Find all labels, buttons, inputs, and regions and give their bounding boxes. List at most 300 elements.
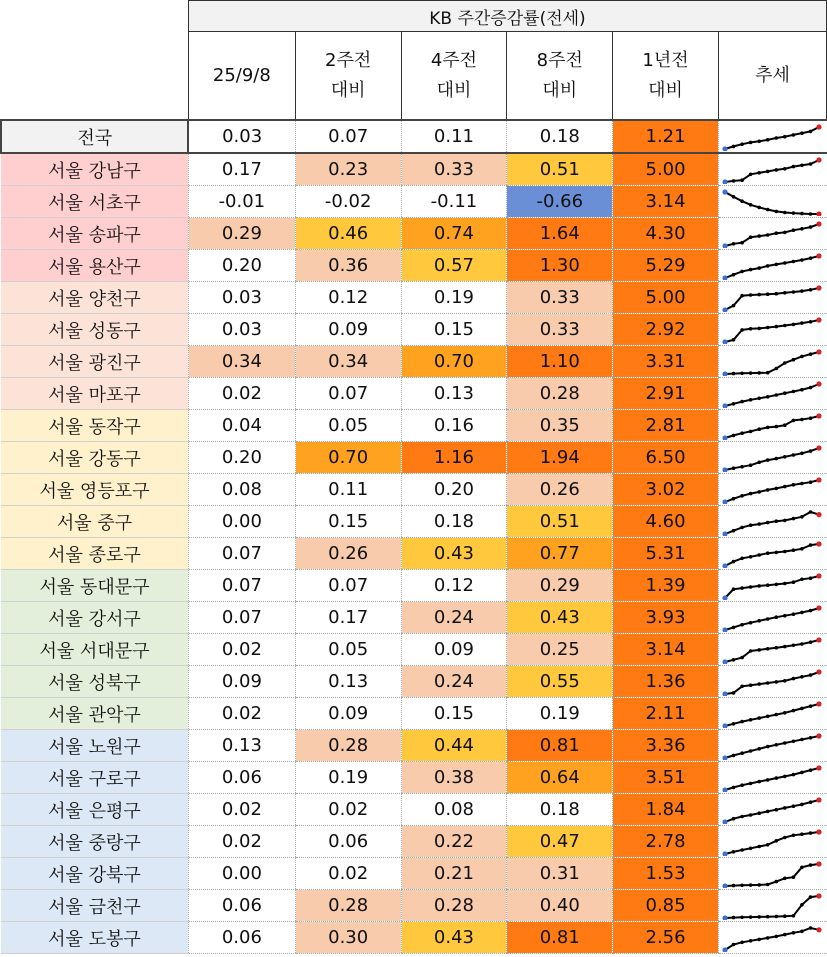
trend-start-point — [722, 371, 727, 376]
trend-line — [725, 768, 819, 790]
trend-end-point — [816, 317, 821, 322]
trend-point — [783, 835, 787, 839]
trend-point — [792, 516, 796, 520]
trend-point — [774, 712, 778, 716]
trend-point — [783, 932, 787, 936]
value-cell: 0.44 — [401, 730, 507, 762]
table-row — [1, 602, 827, 634]
trend-line — [725, 256, 819, 278]
table-row — [1, 282, 827, 314]
trend-end-point — [816, 893, 821, 898]
trend-point — [809, 162, 813, 166]
value-cell: 0.18 — [507, 794, 613, 826]
trend-point — [732, 559, 736, 563]
trend-start-point — [722, 243, 727, 248]
trend-cell — [718, 314, 826, 346]
trend-end-point — [816, 445, 821, 450]
value-cell: 0.26 — [295, 538, 401, 570]
trend-start-point — [722, 499, 727, 504]
trend-cell — [718, 922, 826, 954]
trend-point — [766, 583, 770, 587]
value-cell: 0.29 — [188, 218, 295, 250]
value-cell: 0.17 — [188, 153, 295, 186]
trend-point — [749, 140, 753, 144]
trend-cell — [718, 858, 826, 890]
trend-point — [740, 142, 744, 146]
trend-point — [749, 327, 753, 331]
value-cell: 0.77 — [507, 538, 613, 570]
trend-sparkline — [719, 316, 823, 344]
corner-blank — [1, 1, 188, 121]
table-row — [1, 730, 827, 762]
value-cell: 1.21 — [613, 120, 719, 153]
trend-cell — [718, 282, 826, 314]
trend-point — [809, 129, 813, 133]
value-cell: 0.20 — [188, 250, 295, 282]
value-cell: 0.02 — [188, 378, 295, 410]
table-row — [1, 314, 827, 346]
trend-point — [766, 914, 770, 918]
trend-point — [749, 293, 753, 297]
value-cell: 0.24 — [401, 602, 507, 634]
trend-start-point — [722, 787, 727, 792]
trend-end-point — [816, 605, 821, 610]
region-label: 서울 구로구 — [1, 762, 188, 794]
trend-start-point — [722, 339, 727, 344]
trend-point — [792, 833, 796, 837]
trend-sparkline — [719, 508, 823, 536]
value-cell: 0.74 — [401, 218, 507, 250]
table-row — [1, 186, 827, 218]
trend-line — [725, 704, 819, 726]
value-cell: -0.66 — [507, 186, 613, 218]
trend-cell — [718, 698, 826, 730]
trend-point — [800, 354, 804, 358]
trend-point — [783, 581, 787, 585]
trend-end-point — [816, 797, 821, 802]
trend-point — [732, 242, 736, 246]
trend-line — [725, 320, 819, 342]
table-row — [1, 826, 827, 858]
trend-point — [792, 322, 796, 326]
value-cell: 0.04 — [188, 410, 295, 442]
region-label: 서울 중구 — [1, 506, 188, 538]
region-label: 서울 양천구 — [1, 282, 188, 314]
trend-point — [800, 642, 804, 646]
trend-point — [766, 936, 770, 940]
value-cell: 4.60 — [613, 506, 719, 538]
trend-point — [732, 753, 736, 757]
trend-line — [725, 288, 819, 310]
region-label: 서울 관악구 — [1, 698, 188, 730]
column-header-line2: 대비 — [648, 79, 683, 101]
trend-cell — [718, 120, 826, 153]
trend-end-point — [816, 285, 821, 290]
trend-sparkline — [719, 668, 823, 696]
value-cell: 0.05 — [295, 410, 401, 442]
trend-cell — [718, 378, 826, 410]
value-cell: 3.51 — [613, 762, 719, 794]
trend-point — [800, 929, 804, 933]
trend-end-point — [816, 829, 821, 834]
trend-point — [792, 676, 796, 680]
region-label: 서울 노원구 — [1, 730, 188, 762]
value-cell: 0.07 — [295, 378, 401, 410]
trend-end-point — [816, 927, 821, 932]
trend-cell — [718, 153, 826, 186]
trend-point — [800, 481, 804, 485]
trend-point — [749, 883, 753, 887]
value-cell: 0.55 — [507, 666, 613, 698]
value-cell: 0.06 — [295, 826, 401, 858]
trend-point — [749, 813, 753, 817]
trend-end-point — [816, 669, 821, 674]
trend-point — [774, 324, 778, 328]
value-cell: 0.81 — [507, 730, 613, 762]
trend-line — [725, 736, 819, 758]
trend-point — [749, 235, 753, 239]
trend-point — [740, 431, 744, 435]
trend-sparkline — [719, 380, 823, 408]
value-cell: 0.26 — [507, 474, 613, 506]
value-cell: 3.93 — [613, 602, 719, 634]
value-cell: 1.36 — [613, 666, 719, 698]
trend-point — [783, 711, 787, 715]
table-row — [1, 410, 827, 442]
trend-point — [732, 338, 736, 342]
trend-point — [809, 225, 813, 229]
trend-point — [766, 233, 770, 237]
trend-point — [809, 863, 813, 867]
trend-point — [757, 811, 761, 815]
trend-point — [740, 269, 744, 273]
trend-point — [749, 398, 753, 402]
trend-point — [783, 361, 787, 365]
trend-point — [740, 814, 744, 818]
trend-point — [774, 839, 778, 843]
table-row — [1, 922, 827, 954]
value-cell: 0.09 — [295, 314, 401, 346]
trend-line — [725, 352, 819, 374]
trend-point — [757, 937, 761, 941]
column-header-4 — [613, 32, 719, 121]
trend-point — [792, 804, 796, 808]
trend-point — [740, 655, 744, 659]
value-cell: 0.07 — [295, 570, 401, 602]
trend-point — [783, 876, 787, 880]
value-cell: 0.34 — [295, 346, 401, 378]
region-label: 서울 강서구 — [1, 602, 188, 634]
trend-point — [800, 227, 804, 231]
trend-sparkline — [719, 348, 823, 376]
trend-point — [792, 914, 796, 918]
trend-point — [757, 844, 761, 848]
region-label: 서울 송파구 — [1, 218, 188, 250]
trend-point — [757, 266, 761, 270]
trend-line — [725, 928, 819, 950]
trend-point — [766, 809, 770, 813]
value-cell: 0.33 — [507, 282, 613, 314]
trend-point — [792, 389, 796, 393]
trend-point — [749, 203, 753, 207]
value-cell: 0.47 — [507, 826, 613, 858]
trend-point — [774, 486, 778, 490]
trend-line — [725, 832, 819, 854]
trend-start-point — [722, 659, 727, 664]
trend-point — [749, 371, 753, 375]
trend-point — [740, 940, 744, 944]
trend-point — [732, 942, 736, 946]
trend-point — [732, 371, 736, 375]
trend-point — [783, 167, 787, 171]
trend-point — [792, 643, 796, 647]
trend-point — [809, 673, 813, 677]
value-cell: 0.23 — [295, 153, 401, 186]
table-row — [1, 218, 827, 250]
trend-point — [757, 747, 761, 751]
value-cell: 0.12 — [295, 282, 401, 314]
value-cell: 0.20 — [401, 474, 507, 506]
trend-start-point — [722, 915, 727, 920]
trend-point — [774, 424, 778, 428]
trend-point — [783, 613, 787, 617]
region-label: 서울 동작구 — [1, 410, 188, 442]
trend-point — [809, 608, 813, 612]
trend-point — [757, 553, 761, 557]
trend-cell — [718, 346, 826, 378]
trend-point — [732, 722, 736, 726]
trend-cell — [718, 730, 826, 762]
value-cell: 0.02 — [295, 794, 401, 826]
column-header-line1: 25/9/8 — [212, 64, 271, 86]
value-cell: -0.02 — [295, 186, 401, 218]
trend-point — [749, 463, 753, 467]
trend-point — [732, 402, 736, 406]
trend-point — [757, 716, 761, 720]
trend-point — [757, 648, 761, 652]
trend-point — [740, 293, 744, 297]
trend-point — [809, 926, 813, 930]
value-cell: 0.19 — [295, 762, 401, 794]
value-cell: 0.02 — [188, 698, 295, 730]
trend-point — [757, 171, 761, 175]
trend-point — [740, 586, 744, 590]
trend-point — [809, 320, 813, 324]
trend-point — [749, 555, 753, 559]
value-cell: 0.57 — [401, 250, 507, 282]
table-row — [1, 698, 827, 730]
column-header-line2: 대비 — [436, 79, 472, 101]
trend-point — [809, 736, 813, 740]
value-cell: 2.11 — [613, 698, 719, 730]
trend-sparkline — [719, 412, 823, 440]
trend-point — [766, 778, 770, 782]
trend-point — [800, 211, 804, 215]
value-cell: 0.13 — [401, 378, 507, 410]
region-label: 서울 서대문구 — [1, 634, 188, 666]
table-row — [1, 346, 827, 378]
value-cell: 0.20 — [188, 442, 295, 474]
trend-point — [732, 303, 736, 307]
trend-point — [757, 371, 761, 375]
trend-point — [809, 576, 813, 580]
trend-point — [774, 136, 778, 140]
trend-point — [792, 580, 796, 584]
trend-sparkline — [719, 284, 823, 312]
column-header-line1: 8주전 — [536, 49, 583, 71]
region-label: 전국 — [1, 120, 188, 153]
trend-point — [766, 617, 770, 621]
table-title: KB 주간증감률(전세) — [188, 1, 826, 32]
trend-point — [766, 264, 770, 268]
value-cell: 6.50 — [613, 442, 719, 474]
table-row — [1, 120, 827, 153]
value-cell: 2.92 — [613, 314, 719, 346]
trend-point — [809, 416, 813, 420]
trend-sparkline — [719, 188, 823, 216]
trend-point — [792, 418, 796, 422]
trend-point — [757, 915, 761, 919]
trend-cell — [718, 666, 826, 698]
value-cell: 1.16 — [401, 442, 507, 474]
trend-point — [766, 325, 770, 329]
trend-point — [774, 680, 778, 684]
trend-line — [725, 576, 819, 598]
trend-point — [740, 848, 744, 852]
region-label: 서울 강남구 — [1, 153, 188, 186]
trend-point — [740, 883, 744, 887]
trend-point — [766, 458, 770, 462]
trend-point — [800, 417, 804, 421]
value-cell: 0.70 — [401, 346, 507, 378]
trend-point — [732, 179, 736, 183]
trend-point — [800, 163, 804, 167]
trend-line — [725, 224, 819, 246]
trend-point — [757, 205, 761, 209]
trend-point — [757, 396, 761, 400]
value-cell: 0.02 — [188, 634, 295, 666]
trend-point — [800, 258, 804, 262]
trend-point — [792, 228, 796, 232]
trend-line — [725, 544, 819, 566]
trend-sparkline — [719, 828, 823, 856]
column-header-5 — [718, 32, 826, 121]
trend-end-point — [816, 381, 821, 386]
region-label: 서울 은평구 — [1, 794, 188, 826]
trend-point — [732, 272, 736, 276]
trend-point — [792, 211, 796, 215]
trend-point — [757, 292, 761, 296]
trend-point — [774, 807, 778, 811]
trend-point — [766, 292, 770, 296]
trend-point — [792, 612, 796, 616]
trend-point — [774, 231, 778, 235]
value-cell: 0.51 — [507, 153, 613, 186]
trend-cell — [718, 634, 826, 666]
table-row — [1, 890, 827, 922]
trend-cell — [718, 826, 826, 858]
trend-end-point — [816, 573, 821, 578]
trend-point — [800, 451, 804, 455]
table-row — [1, 666, 827, 698]
trend-point — [749, 939, 753, 943]
trend-sparkline — [719, 796, 823, 824]
trend-point — [740, 525, 744, 529]
value-cell: 0.34 — [188, 346, 295, 378]
trend-point — [783, 291, 787, 295]
trend-point — [732, 587, 736, 591]
value-cell: 0.31 — [507, 858, 613, 890]
column-header-0 — [188, 32, 295, 121]
region-label: 서울 도봉구 — [1, 922, 188, 954]
trend-point — [757, 779, 761, 783]
trend-point — [800, 706, 804, 710]
value-cell: 1.39 — [613, 570, 719, 602]
trend-point — [809, 800, 813, 804]
trend-point — [740, 328, 744, 332]
trend-sparkline — [719, 924, 823, 952]
region-label: 서울 마포구 — [1, 378, 188, 410]
trend-point — [740, 371, 744, 375]
trend-point — [783, 679, 787, 683]
trend-point — [749, 172, 753, 176]
trend-point — [792, 931, 796, 935]
trend-start-point — [722, 435, 727, 440]
trend-start-point — [722, 851, 727, 856]
value-cell: 0.40 — [507, 890, 613, 922]
trend-point — [740, 494, 744, 498]
table-row — [1, 570, 827, 602]
trend-point — [757, 584, 761, 588]
trend-start-point — [722, 189, 727, 194]
trend-point — [792, 739, 796, 743]
trend-point — [757, 234, 761, 238]
trend-point — [740, 556, 744, 560]
value-cell: 4.30 — [613, 218, 719, 250]
region-label: 서울 서초구 — [1, 186, 188, 218]
value-cell: 0.06 — [188, 762, 295, 794]
trend-line — [725, 864, 819, 886]
trend-point — [783, 261, 787, 265]
trend-cell — [718, 506, 826, 538]
value-cell: 0.03 — [188, 282, 295, 314]
value-cell: 0.00 — [188, 506, 295, 538]
trend-start-point — [722, 819, 727, 824]
trend-point — [732, 195, 736, 199]
trend-cell — [718, 474, 826, 506]
trend-point — [732, 528, 736, 532]
value-cell: 2.91 — [613, 378, 719, 410]
value-cell: 0.19 — [507, 698, 613, 730]
trend-point — [809, 449, 813, 453]
trend-point — [740, 178, 744, 182]
trend-point — [783, 484, 787, 488]
trend-point — [766, 551, 770, 555]
trend-point — [774, 366, 778, 370]
trend-start-point — [722, 883, 727, 888]
trend-point — [809, 480, 813, 484]
column-header-line2: 대비 — [542, 79, 578, 101]
trend-point — [809, 543, 813, 547]
trend-point — [732, 625, 736, 629]
trend-point — [740, 399, 744, 403]
trend-line — [725, 416, 819, 438]
value-cell: 0.18 — [507, 120, 613, 153]
trend-point — [774, 393, 778, 397]
table-row — [1, 250, 827, 282]
trend-point — [800, 737, 804, 741]
trend-point — [774, 914, 778, 918]
